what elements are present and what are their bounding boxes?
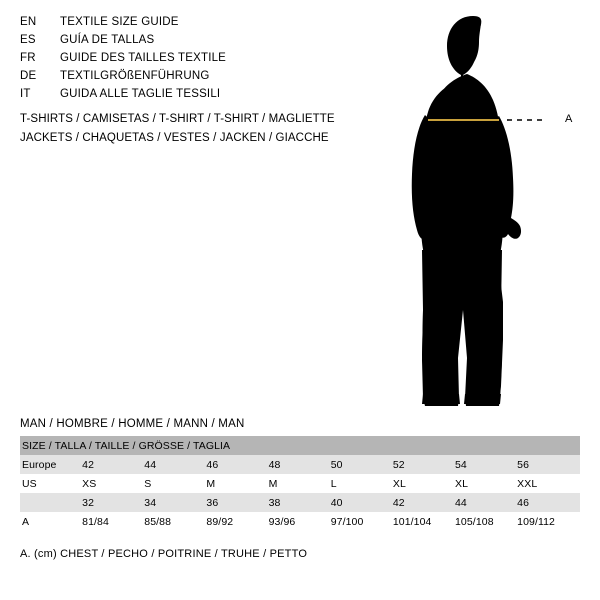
category-line-tshirts: T-SHIRTS / CAMISETAS / T-SHIRT / T-SHIRT / MAGLIETTE (20, 113, 335, 125)
table-cell: 44 (455, 493, 517, 512)
row-label: US (20, 474, 82, 493)
table-cell: 34 (144, 493, 206, 512)
table-footnote: A. (cm) CHEST / PECHO / POITRINE / TRUHE / PETTO (20, 548, 308, 560)
table-cell: L (331, 474, 393, 493)
language-code: IT (20, 88, 31, 100)
table-cell: 52 (393, 455, 455, 474)
language-title: TEXTILGRÖßENFÜHRUNG (60, 70, 210, 82)
table-cell: 50 (331, 455, 393, 474)
table-row (20, 455, 580, 474)
language-code: EN (20, 16, 37, 28)
table-cell: 109/112 (517, 512, 580, 531)
table-cell: 48 (269, 455, 331, 474)
language-title: TEXTILE SIZE GUIDE (60, 16, 179, 28)
language-row (20, 70, 350, 88)
table-cell: M (206, 474, 268, 493)
table-row (20, 493, 580, 512)
table-cell: XL (393, 474, 455, 493)
table-cell: M (269, 474, 331, 493)
language-title: GUIDE DES TAILLES TEXTILE (60, 52, 227, 64)
size-table-area (20, 418, 580, 531)
table-cell: XS (82, 474, 144, 493)
language-code: FR (20, 52, 36, 64)
table-header-label: SIZE / TALLA / TAILLE / GRÖSSE / TAGLIA (20, 436, 580, 455)
table-cell: 32 (82, 493, 144, 512)
table-cell: 44 (144, 455, 206, 474)
language-title: GUIDA ALLE TAGLIE TESSILI (60, 88, 221, 100)
table-cell: XXL (517, 474, 580, 493)
language-title: GUÍA DE TALLAS (60, 34, 155, 46)
table-cell: XL (455, 474, 517, 493)
table-cell: 101/104 (393, 512, 455, 531)
table-cell: 93/96 (269, 512, 331, 531)
row-label: Europe (20, 455, 82, 474)
language-row (20, 52, 350, 70)
language-header-block (20, 16, 350, 106)
table-group-title: MAN / HOMBRE / HOMME / MANN / MAN (20, 418, 245, 430)
measure-label-a: A (565, 113, 573, 125)
table-cell: 81/84 (82, 512, 144, 531)
language-code: ES (20, 34, 36, 46)
table-cell: 85/88 (144, 512, 206, 531)
table-cell: 38 (269, 493, 331, 512)
language-code: DE (20, 70, 37, 82)
table-cell: 97/100 (331, 512, 393, 531)
table-cell: 105/108 (455, 512, 517, 531)
table-cell: 46 (517, 493, 580, 512)
table-cell: 42 (393, 493, 455, 512)
row-label: A (20, 512, 82, 531)
male-silhouette-icon (395, 10, 600, 410)
table-cell: 42 (82, 455, 144, 474)
table-cell: 89/92 (206, 512, 268, 531)
category-block (20, 110, 380, 148)
table-cell: 40 (331, 493, 393, 512)
table-cell: 36 (206, 493, 268, 512)
language-row (20, 34, 350, 52)
table-cell: S (144, 474, 206, 493)
table-cell: 46 (206, 455, 268, 474)
language-row (20, 16, 350, 34)
row-label (20, 493, 82, 512)
size-table (20, 436, 580, 531)
category-line-jackets: JACKETS / CHAQUETAS / VESTES / JACKEN / GIACCHE (20, 132, 329, 144)
table-cell: 54 (455, 455, 517, 474)
language-row (20, 88, 350, 106)
figure-illustration (395, 10, 600, 410)
table-row (20, 474, 580, 493)
table-header-row (20, 436, 580, 455)
table-row (20, 512, 580, 531)
table-cell: 56 (517, 455, 580, 474)
